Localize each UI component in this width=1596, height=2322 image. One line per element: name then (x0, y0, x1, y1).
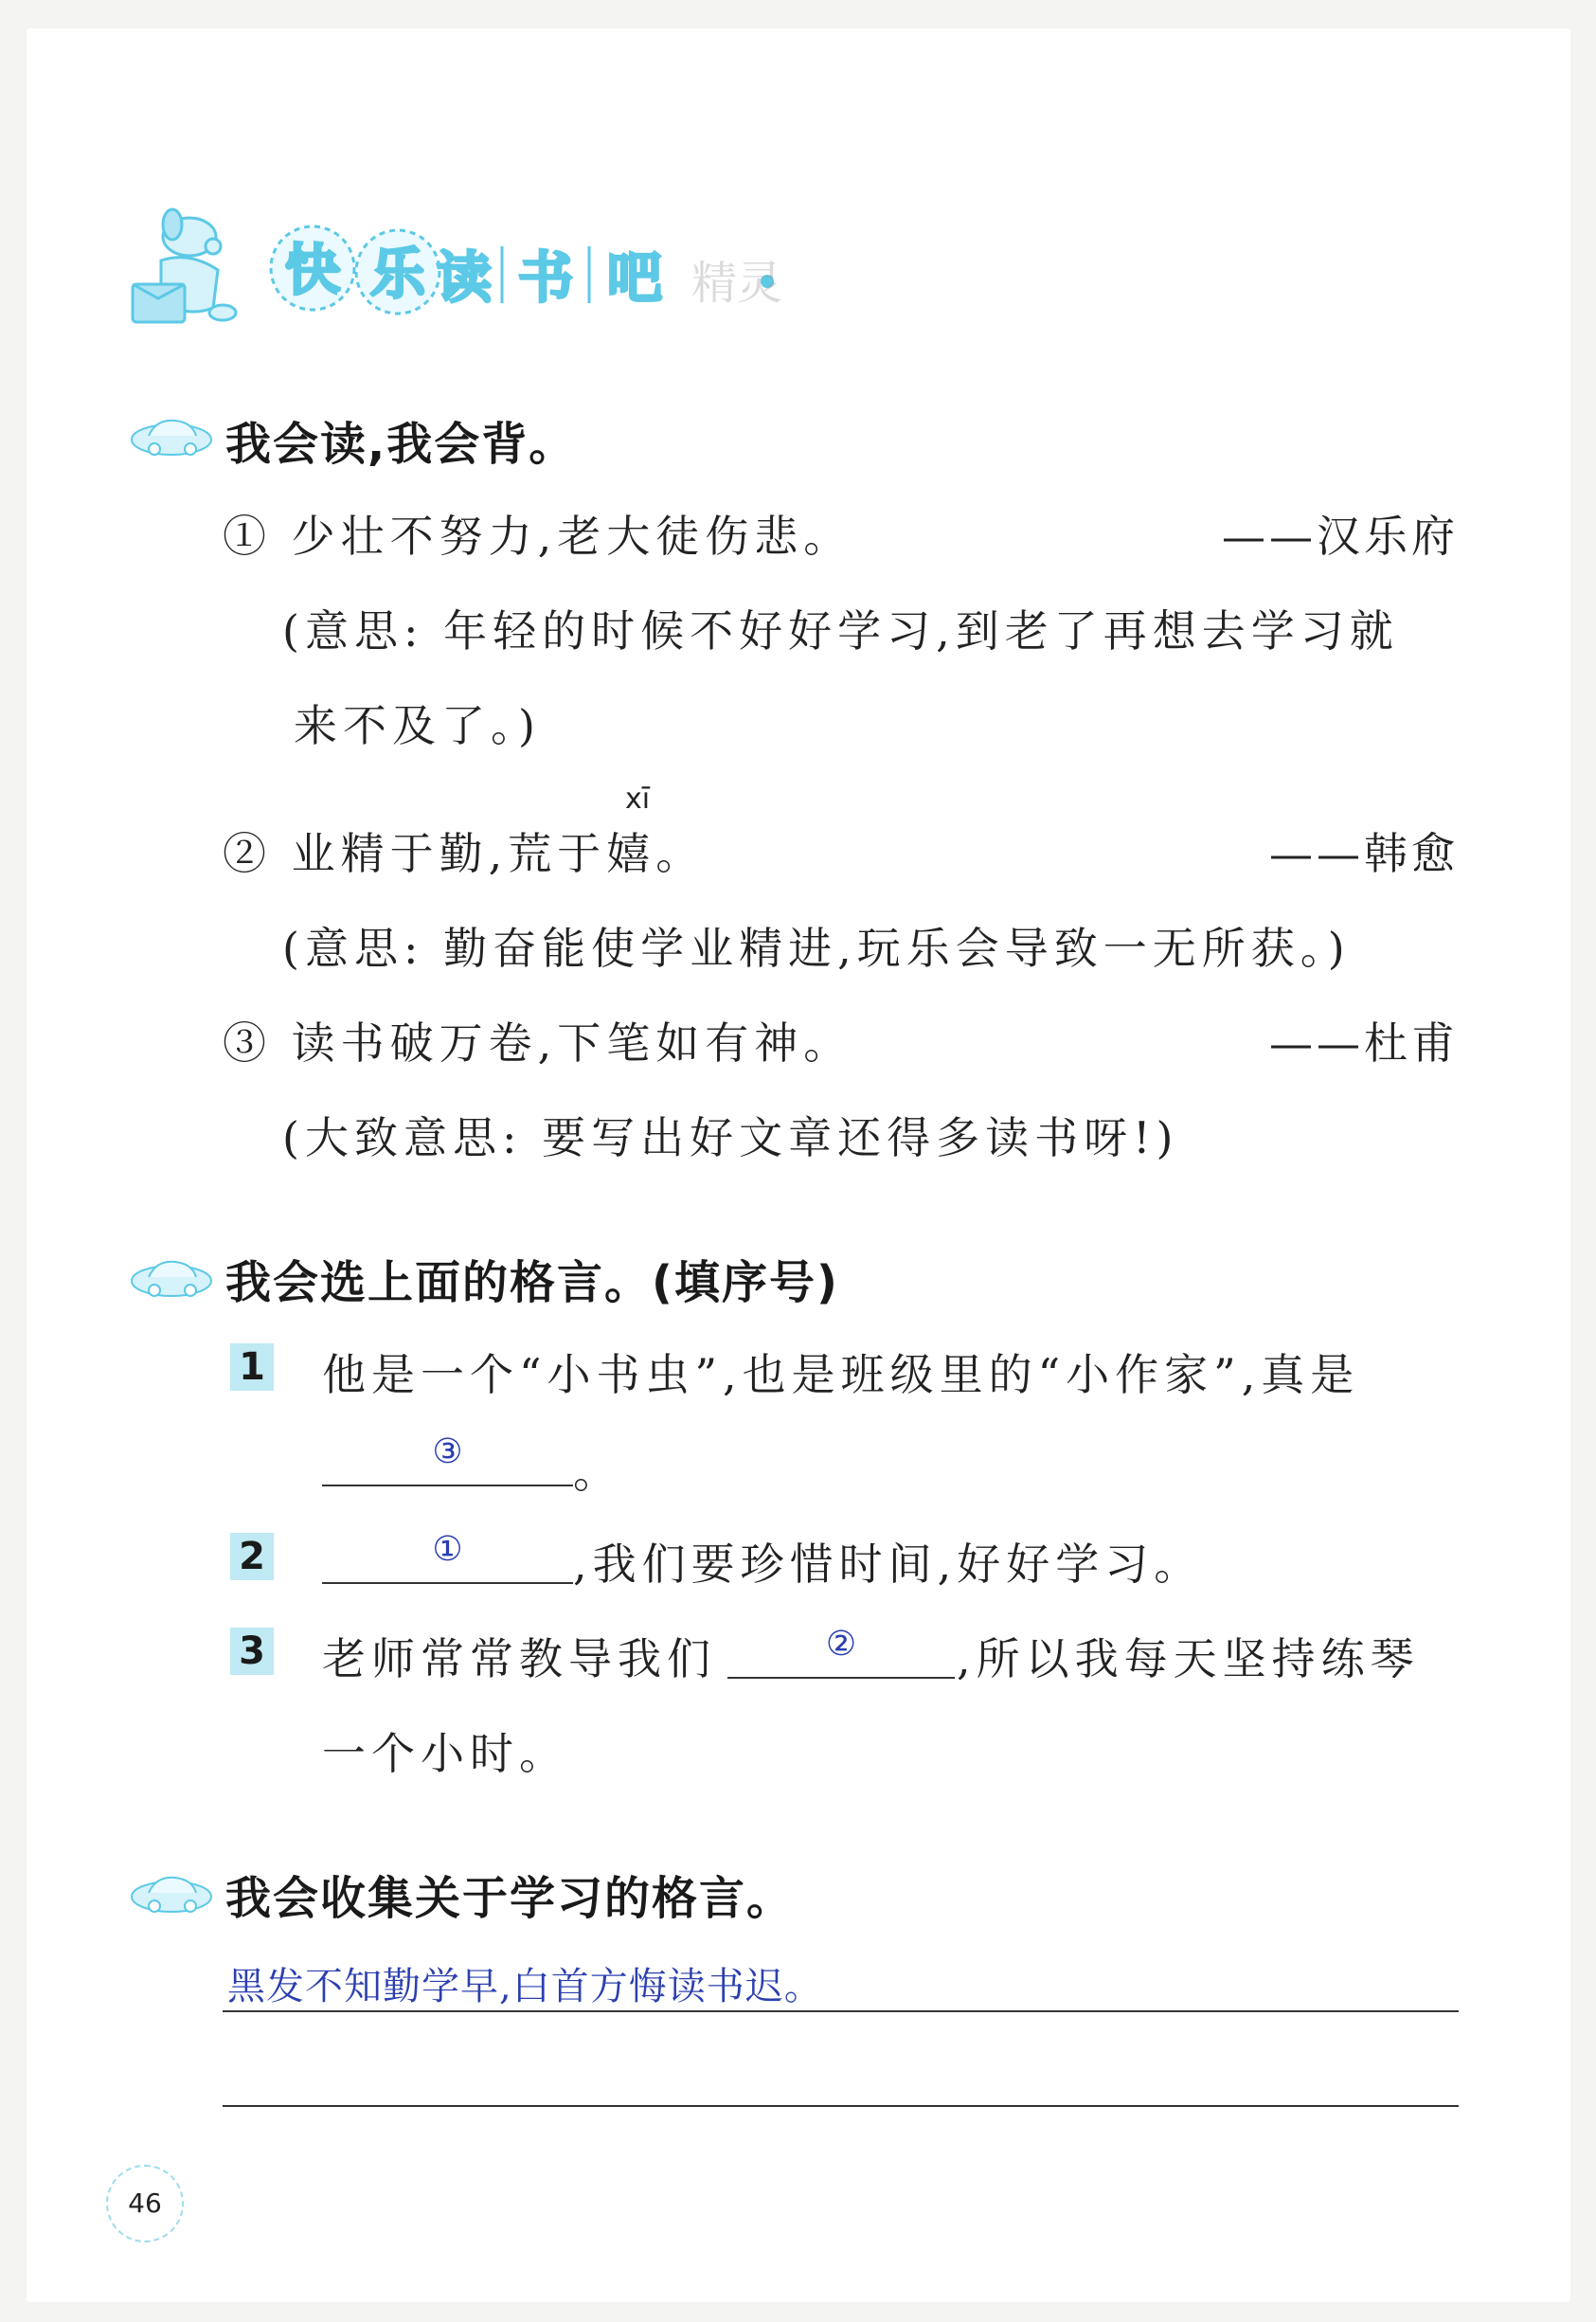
section-2-header (128, 1249, 215, 1305)
brand-char-5: 吧 (606, 245, 663, 310)
brand-char-2: 乐 (369, 242, 426, 306)
section-3-header (128, 1864, 215, 1921)
question-1-answer: ③ (432, 1432, 463, 1471)
proverb-1-meaning-line-1: (意思: 年轻的时候不好好学习,到老了再想去学习就 (282, 605, 1399, 657)
question-2-answer: ① (432, 1530, 463, 1569)
question-3-text: 老师常常教导我们 (322, 1633, 716, 1684)
question-3-text-after: ,所以我每天坚持练琴 (957, 1633, 1420, 1684)
section-2-title: 我会选上面的格言。(填序号) (225, 1256, 839, 1309)
proverb-3-author: ——杜甫 (1269, 1017, 1459, 1069)
proverb-1: ① 少壮不努力,老大徒伤悲。 (223, 511, 853, 562)
pinyin-annotation: xī (625, 783, 651, 816)
brand-char-1: 快 (284, 238, 341, 302)
section-1-header (128, 407, 215, 464)
section-3-title: 我会收集关于学习的格言。 (225, 1872, 795, 1925)
watermark-text: 精灵 (691, 257, 783, 310)
question-1-blank[interactable] (322, 1483, 573, 1486)
header-banner (123, 194, 786, 346)
proverb-3: ③ 读书破万卷,下笔如有神。 (223, 1017, 853, 1069)
answer-line-2[interactable] (223, 2103, 1459, 2107)
brand-char-4: 书 (517, 245, 574, 310)
cloud-car-icon (128, 1864, 215, 1917)
question-3-continuation: 一个小时。 (322, 1728, 568, 1779)
question-3-answer: ② (825, 1625, 857, 1664)
proverb-1-author: ——汉乐府 (1222, 511, 1459, 562)
reading-mascot-icon (123, 194, 786, 346)
question-number-3: 3 (230, 1628, 274, 1675)
brand-char-3: 读 (436, 245, 493, 310)
question-1-end: 。 (573, 1447, 622, 1498)
cloud-car-icon (128, 1249, 215, 1302)
answer-line-1[interactable] (223, 2008, 1459, 2012)
question-2-text: ,我们要珍惜时间,好好学习。 (573, 1539, 1204, 1590)
question-number-1: 1 (230, 1343, 274, 1391)
collected-proverb-answer: 黑发不知勤学早,白首方悔读书迟。 (227, 1965, 823, 2008)
proverb-1-meaning-line-2: 来不及了。) (294, 700, 541, 751)
question-number-2: 2 (230, 1533, 274, 1580)
proverb-3-meaning: (大致意思: 要写出好文章还得多读书呀!) (282, 1112, 1179, 1163)
section-1-title: 我会读,我会背。 (225, 418, 577, 471)
cloud-car-icon (128, 407, 215, 460)
page-number: 46 (106, 2165, 184, 2242)
proverb-2: ② 业精于勤,荒于嬉。 (223, 828, 706, 879)
question-3-blank[interactable] (727, 1675, 955, 1679)
proverb-2-author: ——韩愈 (1269, 828, 1459, 879)
question-1-text: 他是一个“小书虫”,也是班级里的“小作家”,真是 (322, 1349, 1360, 1400)
proverb-2-meaning: (意思: 勤奋能使学业精进,玩乐会导致一无所获。) (282, 923, 1351, 974)
question-2-blank[interactable] (322, 1580, 573, 1584)
